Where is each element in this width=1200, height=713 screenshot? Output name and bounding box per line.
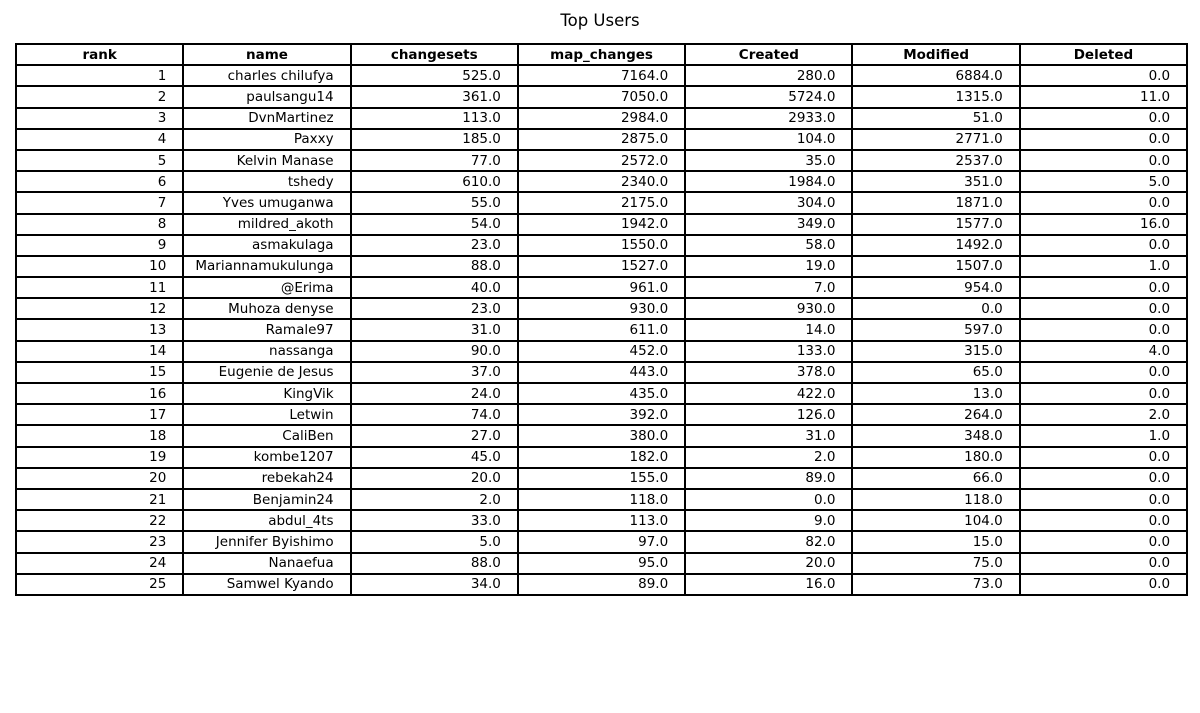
table-cell-map-changes: 2340.0 [518, 171, 685, 192]
table-cell-rank: 18 [16, 425, 183, 446]
table-cell-changesets: 23.0 [351, 298, 518, 319]
table-cell-deleted: 0.0 [1020, 298, 1187, 319]
table-cell-changesets: 361.0 [351, 86, 518, 107]
table-cell-deleted: 0.0 [1020, 150, 1187, 171]
table-cell-name: paulsangu14 [183, 86, 350, 107]
table-cell-deleted: 0.0 [1020, 447, 1187, 468]
table-cell-modified: 75.0 [852, 553, 1019, 574]
table-cell-name: rebekah24 [183, 468, 350, 489]
table-cell-map-changes: 2175.0 [518, 192, 685, 213]
table-cell-deleted: 0.0 [1020, 362, 1187, 383]
table-cell-rank: 9 [16, 235, 183, 256]
column-header-changesets: changesets [351, 44, 518, 65]
table-cell-deleted: 0.0 [1020, 235, 1187, 256]
table-cell-modified: 1492.0 [852, 235, 1019, 256]
table-cell-rank: 16 [16, 383, 183, 404]
table-cell-modified: 264.0 [852, 404, 1019, 425]
table-cell-name: Jennifer Byishimo [183, 531, 350, 552]
table-row [16, 531, 1187, 552]
table-cell-map-changes: 930.0 [518, 298, 685, 319]
table-cell-deleted: 16.0 [1020, 214, 1187, 235]
table-cell-map-changes: 118.0 [518, 489, 685, 510]
table-cell-changesets: 5.0 [351, 531, 518, 552]
table-cell-created: 35.0 [685, 150, 852, 171]
table-cell-deleted: 0.0 [1020, 510, 1187, 531]
table-cell-rank: 15 [16, 362, 183, 383]
column-header-modified: Modified [852, 44, 1019, 65]
table-row [16, 129, 1187, 150]
table-cell-name: abdul_4ts [183, 510, 350, 531]
table-cell-rank: 3 [16, 108, 183, 129]
table-cell-name: charles chilufya [183, 65, 350, 86]
table-cell-rank: 4 [16, 129, 183, 150]
table-cell-rank: 14 [16, 341, 183, 362]
table-cell-name: Mariannamukulunga [183, 256, 350, 277]
table-cell-name: kombe1207 [183, 447, 350, 468]
table-cell-rank: 13 [16, 319, 183, 340]
table-cell-created: 19.0 [685, 256, 852, 277]
table-cell-name: Benjamin24 [183, 489, 350, 510]
table-cell-rank: 5 [16, 150, 183, 171]
table-cell-map-changes: 443.0 [518, 362, 685, 383]
table-cell-changesets: 24.0 [351, 383, 518, 404]
table-cell-deleted: 0.0 [1020, 383, 1187, 404]
table-cell-created: 2933.0 [685, 108, 852, 129]
table-cell-changesets: 113.0 [351, 108, 518, 129]
table-cell-name: DvnMartinez [183, 108, 350, 129]
table-cell-rank: 22 [16, 510, 183, 531]
table-row [16, 341, 1187, 362]
table-cell-deleted: 5.0 [1020, 171, 1187, 192]
table-cell-changesets: 31.0 [351, 319, 518, 340]
table-cell-created: 133.0 [685, 341, 852, 362]
table-cell-modified: 180.0 [852, 447, 1019, 468]
table-cell-map-changes: 182.0 [518, 447, 685, 468]
table-row [16, 65, 1187, 86]
table-cell-rank: 8 [16, 214, 183, 235]
table-cell-deleted: 0.0 [1020, 553, 1187, 574]
table-cell-map-changes: 2572.0 [518, 150, 685, 171]
table-cell-changesets: 185.0 [351, 129, 518, 150]
table-cell-deleted: 1.0 [1020, 425, 1187, 446]
table-row [16, 235, 1187, 256]
table-cell-changesets: 34.0 [351, 574, 518, 595]
table-cell-modified: 351.0 [852, 171, 1019, 192]
table-cell-changesets: 23.0 [351, 235, 518, 256]
table-cell-rank: 2 [16, 86, 183, 107]
table-cell-map-changes: 2984.0 [518, 108, 685, 129]
table-cell-created: 0.0 [685, 489, 852, 510]
table-row [16, 574, 1187, 595]
table-cell-name: tshedy [183, 171, 350, 192]
table-cell-changesets: 77.0 [351, 150, 518, 171]
table-cell-name: Kelvin Manase [183, 150, 350, 171]
table-cell-rank: 11 [16, 277, 183, 298]
table-cell-deleted: 0.0 [1020, 531, 1187, 552]
table-cell-modified: 66.0 [852, 468, 1019, 489]
table-cell-changesets: 27.0 [351, 425, 518, 446]
table-cell-created: 2.0 [685, 447, 852, 468]
table-cell-name: Yves umuganwa [183, 192, 350, 213]
table-cell-created: 20.0 [685, 553, 852, 574]
table-row [16, 383, 1187, 404]
table-cell-deleted: 0.0 [1020, 65, 1187, 86]
table-row [16, 256, 1187, 277]
table-cell-name: Muhoza denyse [183, 298, 350, 319]
table-cell-created: 9.0 [685, 510, 852, 531]
table-cell-map-changes: 1550.0 [518, 235, 685, 256]
table-cell-created: 58.0 [685, 235, 852, 256]
table-cell-deleted: 2.0 [1020, 404, 1187, 425]
table-cell-modified: 51.0 [852, 108, 1019, 129]
table-cell-map-changes: 1942.0 [518, 214, 685, 235]
table-cell-modified: 65.0 [852, 362, 1019, 383]
table-cell-modified: 104.0 [852, 510, 1019, 531]
table-cell-created: 31.0 [685, 425, 852, 446]
table-cell-modified: 1871.0 [852, 192, 1019, 213]
table-cell-modified: 15.0 [852, 531, 1019, 552]
table-cell-modified: 73.0 [852, 574, 1019, 595]
table-row [16, 192, 1187, 213]
table-cell-deleted: 0.0 [1020, 108, 1187, 129]
table-cell-created: 89.0 [685, 468, 852, 489]
table-cell-map-changes: 1527.0 [518, 256, 685, 277]
table-body [16, 65, 1187, 595]
table-cell-name: KingVik [183, 383, 350, 404]
table-cell-modified: 315.0 [852, 341, 1019, 362]
table-cell-rank: 10 [16, 256, 183, 277]
table-cell-map-changes: 89.0 [518, 574, 685, 595]
table-title: Top Users [560, 11, 640, 30]
column-header-rank: rank [16, 44, 183, 65]
table-cell-modified: 1315.0 [852, 86, 1019, 107]
table-row [16, 510, 1187, 531]
table-cell-modified: 597.0 [852, 319, 1019, 340]
table-cell-created: 930.0 [685, 298, 852, 319]
table-cell-name: Eugenie de Jesus [183, 362, 350, 383]
table-cell-created: 16.0 [685, 574, 852, 595]
table-cell-map-changes: 2875.0 [518, 129, 685, 150]
table-cell-deleted: 0.0 [1020, 574, 1187, 595]
table-cell-created: 422.0 [685, 383, 852, 404]
table-cell-map-changes: 113.0 [518, 510, 685, 531]
table-cell-changesets: 2.0 [351, 489, 518, 510]
table-cell-created: 304.0 [685, 192, 852, 213]
table-cell-rank: 21 [16, 489, 183, 510]
table-cell-changesets: 610.0 [351, 171, 518, 192]
table-cell-deleted: 0.0 [1020, 468, 1187, 489]
table-cell-name: Letwin [183, 404, 350, 425]
table-row [16, 86, 1187, 107]
table-cell-created: 126.0 [685, 404, 852, 425]
table-cell-map-changes: 452.0 [518, 341, 685, 362]
table-cell-rank: 19 [16, 447, 183, 468]
table-cell-created: 5724.0 [685, 86, 852, 107]
table-cell-deleted: 0.0 [1020, 129, 1187, 150]
table-cell-name: mildred_akoth [183, 214, 350, 235]
table-cell-map-changes: 155.0 [518, 468, 685, 489]
table-row [16, 277, 1187, 298]
table-row [16, 150, 1187, 171]
table-cell-name: Samwel Kyando [183, 574, 350, 595]
table-cell-rank: 6 [16, 171, 183, 192]
table-cell-changesets: 54.0 [351, 214, 518, 235]
table-cell-rank: 17 [16, 404, 183, 425]
table-cell-modified: 6884.0 [852, 65, 1019, 86]
table-cell-created: 104.0 [685, 129, 852, 150]
table-cell-modified: 954.0 [852, 277, 1019, 298]
table-cell-deleted: 0.0 [1020, 489, 1187, 510]
table-cell-created: 82.0 [685, 531, 852, 552]
table-cell-name: @Erima [183, 277, 350, 298]
table-cell-changesets: 88.0 [351, 256, 518, 277]
table-cell-changesets: 74.0 [351, 404, 518, 425]
table-row [16, 425, 1187, 446]
table-cell-rank: 25 [16, 574, 183, 595]
column-header-map-changes: map_changes [518, 44, 685, 65]
table-cell-map-changes: 97.0 [518, 531, 685, 552]
table-cell-deleted: 11.0 [1020, 86, 1187, 107]
table-row [16, 108, 1187, 129]
table-cell-map-changes: 7164.0 [518, 65, 685, 86]
table-cell-changesets: 90.0 [351, 341, 518, 362]
table-cell-changesets: 40.0 [351, 277, 518, 298]
table-cell-map-changes: 380.0 [518, 425, 685, 446]
table-row [16, 171, 1187, 192]
table-cell-changesets: 55.0 [351, 192, 518, 213]
table-cell-map-changes: 611.0 [518, 319, 685, 340]
table-cell-map-changes: 435.0 [518, 383, 685, 404]
table-row [16, 362, 1187, 383]
table-cell-modified: 0.0 [852, 298, 1019, 319]
table-row [16, 468, 1187, 489]
table-cell-modified: 1507.0 [852, 256, 1019, 277]
table-cell-map-changes: 7050.0 [518, 86, 685, 107]
table-cell-map-changes: 961.0 [518, 277, 685, 298]
table-cell-modified: 2771.0 [852, 129, 1019, 150]
table-cell-name: Nanaefua [183, 553, 350, 574]
table-row [16, 214, 1187, 235]
table-cell-created: 1984.0 [685, 171, 852, 192]
table-cell-deleted: 0.0 [1020, 277, 1187, 298]
table-cell-modified: 1577.0 [852, 214, 1019, 235]
column-header-created: Created [685, 44, 852, 65]
table-cell-modified: 13.0 [852, 383, 1019, 404]
table-row [16, 553, 1187, 574]
table-cell-rank: 7 [16, 192, 183, 213]
table-cell-rank: 12 [16, 298, 183, 319]
table-cell-changesets: 37.0 [351, 362, 518, 383]
table-cell-created: 7.0 [685, 277, 852, 298]
top-users-table [15, 43, 1188, 596]
table-row [16, 404, 1187, 425]
table-cell-name: Paxxy [183, 129, 350, 150]
table-cell-name: CaliBen [183, 425, 350, 446]
table-cell-deleted: 1.0 [1020, 256, 1187, 277]
table-cell-rank: 23 [16, 531, 183, 552]
table-cell-name: Ramale97 [183, 319, 350, 340]
table-cell-name: nassanga [183, 341, 350, 362]
table-cell-changesets: 525.0 [351, 65, 518, 86]
table-cell-map-changes: 392.0 [518, 404, 685, 425]
table-row [16, 298, 1187, 319]
table-cell-map-changes: 95.0 [518, 553, 685, 574]
table-cell-created: 349.0 [685, 214, 852, 235]
table-row [16, 319, 1187, 340]
table-cell-changesets: 20.0 [351, 468, 518, 489]
table-cell-changesets: 45.0 [351, 447, 518, 468]
table-cell-deleted: 4.0 [1020, 341, 1187, 362]
table-cell-rank: 20 [16, 468, 183, 489]
table-cell-created: 378.0 [685, 362, 852, 383]
table-row [16, 447, 1187, 468]
column-header-name: name [183, 44, 350, 65]
table-cell-changesets: 88.0 [351, 553, 518, 574]
table-cell-changesets: 33.0 [351, 510, 518, 531]
column-header-deleted: Deleted [1020, 44, 1187, 65]
table-cell-name: asmakulaga [183, 235, 350, 256]
table-cell-created: 14.0 [685, 319, 852, 340]
table-row [16, 489, 1187, 510]
table-cell-created: 280.0 [685, 65, 852, 86]
table-cell-deleted: 0.0 [1020, 319, 1187, 340]
table-cell-rank: 24 [16, 553, 183, 574]
header-row [16, 44, 1187, 65]
table-cell-rank: 1 [16, 65, 183, 86]
table-cell-deleted: 0.0 [1020, 192, 1187, 213]
table-cell-modified: 118.0 [852, 489, 1019, 510]
table-cell-modified: 348.0 [852, 425, 1019, 446]
table-cell-modified: 2537.0 [852, 150, 1019, 171]
